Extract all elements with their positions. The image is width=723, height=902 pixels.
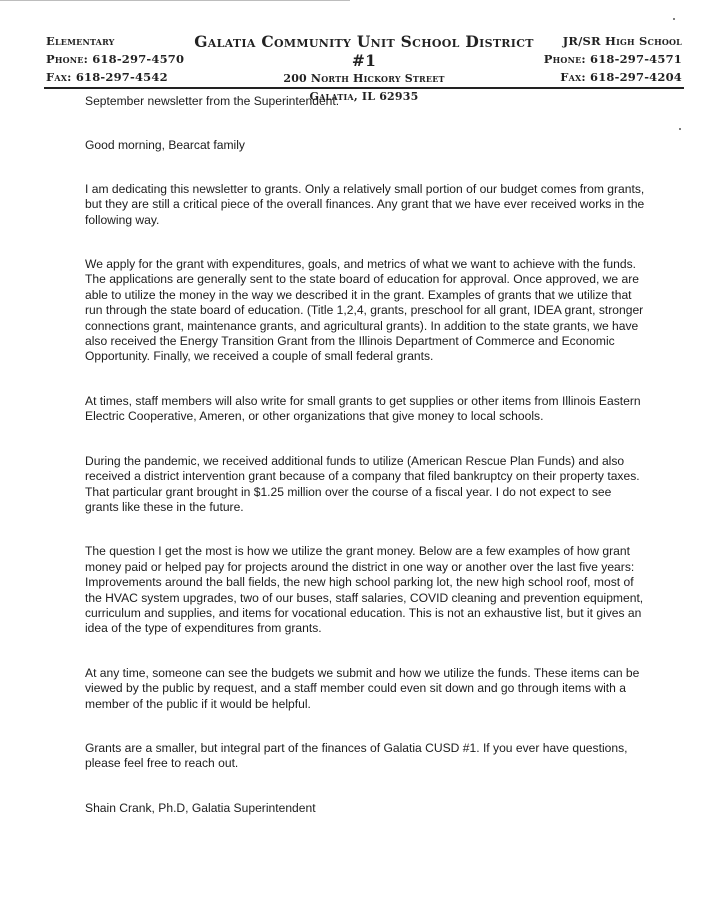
letter-paragraph: Grants are a smaller, but integral part of the finances of Galatia CUSD #1. If you ever have questions, please feel free to reach out. — [85, 740, 628, 771]
letter-paragraph: At times, staff members will also write for small grants to get supplies or other items from Illinois Eastern Electric Cooperative, Ameren, or other organizations that give money to local schools. — [85, 393, 641, 424]
elementary-fax: Fax: 618-297-4542 — [46, 70, 168, 84]
scan-speck — [673, 18, 675, 20]
district-name: Galatia Community Unit School District #1 — [194, 32, 534, 70]
scan-top-edge — [0, 0, 350, 1]
elementary-phone: Phone: 618-297-4570 — [46, 52, 185, 66]
letter-greeting: Good morning, Bearcat family — [85, 138, 245, 153]
letter-paragraph: I am dedicating this newsletter to grants. Only a relatively small portion of our budget comes from grants, but they are still a critical piece of the overall finances. Any grant that we have ever received works in the following way. — [85, 181, 645, 227]
letter-paragraph: During the pandemic, we received additional funds to utilize (American Rescue Plan Funds) and also received a district intervention grant because of a company that filed bankruptcy on their property taxes. That particular grant brought in $1.25 million over the course of a fiscal year. I do not expect to see grants like these in the future. — [85, 453, 640, 514]
district-city: Galatia, IL 62935 — [309, 90, 419, 103]
letter-paragraph: The question I get the most is how we utilize the grant money. Below are a few examples of how grant money paid or helped pay for projects around the district in one way or another over the last five years: Improvements around the ball fields, the new high school parking lot, the new high school roof, most of the HVAC system upgrades, two of our buses, staff salaries, COVID cleaning and prevention equipment, curriculum and supplies, and items for vocational education. This is not an exhaustive list, but it gives an idea of the type of expenditures from grants. — [85, 544, 644, 636]
elementary-school-label: Elementary — [46, 34, 115, 48]
highschool-label: JR/SR High School — [562, 34, 682, 48]
letter-intro: September newsletter from the Superintendent. — [85, 94, 340, 108]
letterhead-elementary-block — [46, 32, 184, 86]
letterhead-divider — [44, 87, 684, 89]
letter-body — [85, 94, 645, 816]
highschool-phone: Phone: 618-297-4571 — [543, 52, 682, 66]
district-street: 200 North Hickory Street — [283, 72, 445, 85]
highschool-fax: Fax: 618-297-4204 — [560, 70, 682, 84]
letter-paragraph: We apply for the grant with expenditures, goals, and metrics of what we want to achieve with the funds. The applications are generally sent to the state board of education for approval. Once approved, we are able to utilize the money in the way we described it in the grant. Examples of grants that we utilize that run through the state board of education. (Title 1,2,4, grants, preschool for all grant, IDEA grant, stronger connections grant, maintenance grants, and agricultural grants). In addition to the state grants, we have also received the Energy Transition Grant from the Illinois Department of Commerce and Economic Opportunity. Finally, we received a couple of small federal grants. — [85, 257, 644, 364]
scan-speck — [679, 128, 681, 130]
letter-paragraph: At any time, someone can see the budgets we submit and how we utilize the funds. These items can be viewed by the public by request, and a staff member could even sit down and go through items with a member of the public if it would be helpful. — [85, 665, 640, 711]
letter-signature: Shain Crank, Ph.D, Galatia Superintendent — [85, 800, 316, 815]
letterhead-highschool-block — [544, 32, 682, 86]
